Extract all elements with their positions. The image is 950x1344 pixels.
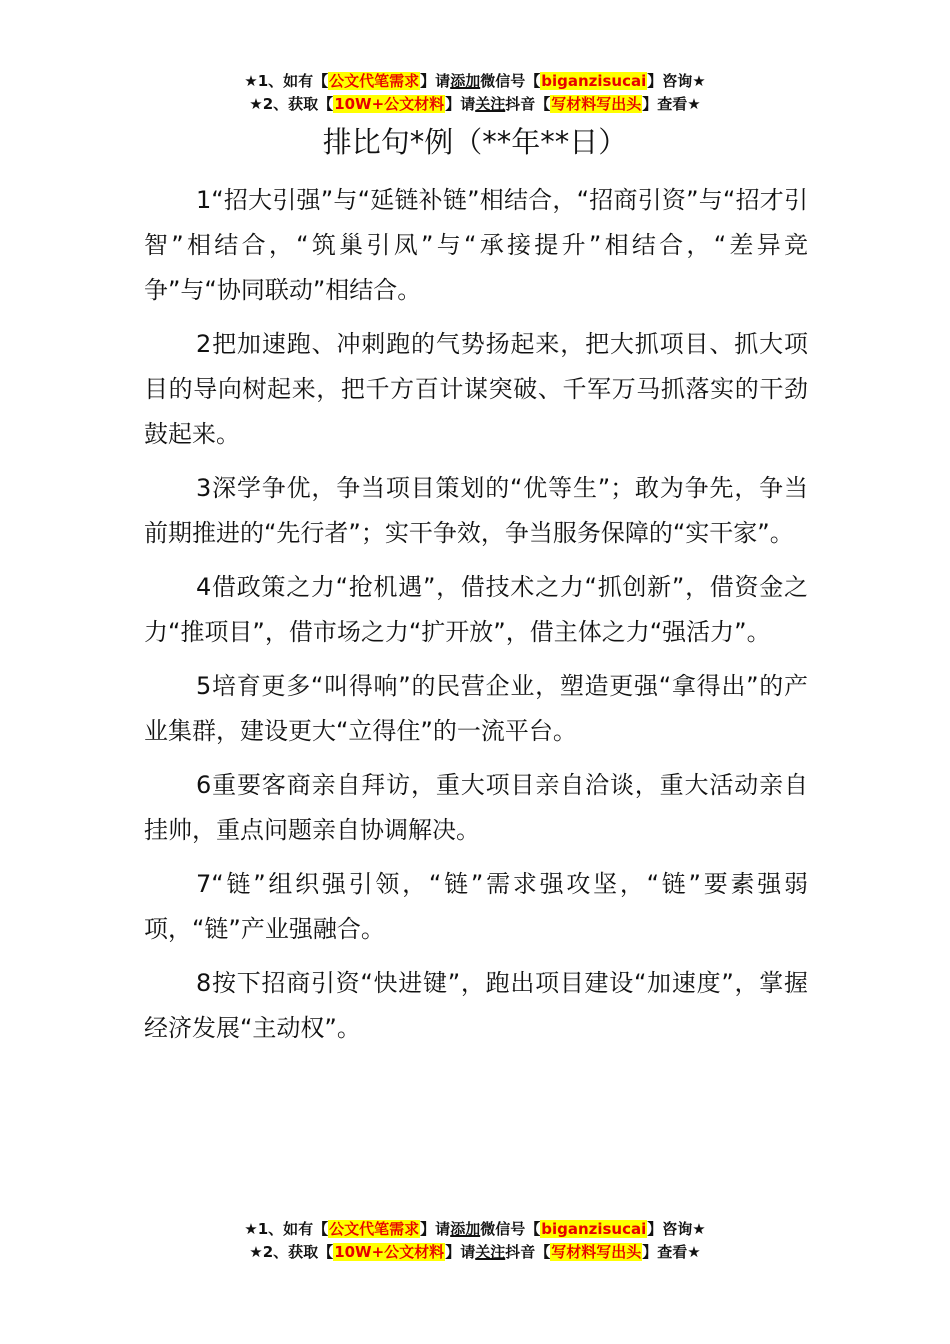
banner-text: 】查看★ — [642, 95, 701, 113]
banner-text: 】咨询★ — [647, 1220, 706, 1238]
underline-follow: 关注 — [475, 1243, 506, 1261]
banner-text: ★1、如有【 — [244, 72, 329, 90]
banner-line-1 — [0, 1218, 950, 1241]
banner-text: 抖音【 — [505, 95, 551, 113]
banner-text: 微信号【 — [480, 1220, 541, 1238]
footer-banner — [0, 1218, 950, 1264]
paragraph: 3深学争优，争当项目策划的“优等生”；敢为争先，争当前期推进的“先行者”；实干争效，争当服务保障的“实干家”。 — [144, 474, 808, 547]
paragraph: 5培育更多“叫得响”的民营企业，塑造更强“拿得出”的产业集群，建设更大“立得住”的一流平台。 — [144, 672, 808, 745]
paragraph: 4借政策之力“抢机遇”，借技术之力“抓创新”，借资金之力“推项目”，借市场之力“扩开放”，借主体之力“强活力”。 — [144, 573, 808, 646]
banner-line-2 — [0, 1241, 950, 1264]
highlight-materials: 10W+公文材料 — [334, 95, 445, 113]
highlight-materials: 10W+公文材料 — [334, 1243, 445, 1261]
banner-text: 】咨询★ — [647, 72, 706, 90]
banner-text: 微信号【 — [480, 72, 541, 90]
underline-follow: 关注 — [475, 95, 506, 113]
banner-text: ★2、获取【 — [249, 95, 334, 113]
banner-text: 】请 — [445, 1243, 476, 1261]
banner-text: 抖音【 — [505, 1243, 551, 1261]
paragraph: 6重要客商亲自拜访，重大项目亲自洽谈，重大活动亲自挂帅，重点问题亲自协调解决。 — [144, 771, 808, 844]
paragraph: 1“招大引强”与“延链补链”相结合，“招商引资”与“招才引智”相结合，“筑巢引凤”与“承接提升”相结合，“差异竞争”与“协同联动”相结合。 — [144, 186, 808, 304]
paragraph: 2把加速跑、冲刺跑的气势扬起来，把大抓项目、抓大项目的导向树起来，把千方百计谋突破、千军万马抓落实的干劲鼓起来。 — [144, 330, 808, 448]
highlight-wechat-id: biganzisucai — [541, 72, 647, 90]
document-body — [144, 178, 808, 1060]
banner-text: 】请 — [420, 72, 451, 90]
highlight-douyin-account: 写材料写出头 — [551, 1243, 642, 1261]
banner-line-2 — [0, 93, 950, 116]
underline-add: 添加 — [450, 72, 481, 90]
banner-text: ★2、获取【 — [249, 1243, 334, 1261]
banner-text: 】请 — [420, 1220, 451, 1238]
banner-line-1 — [0, 70, 950, 93]
header-banner — [0, 70, 950, 116]
banner-text: 】请 — [445, 95, 476, 113]
banner-text: 】查看★ — [642, 1243, 701, 1261]
highlight-douyin-account: 写材料写出头 — [551, 95, 642, 113]
paragraph: 8按下招商引资“快进键”，跑出项目建设“加速度”，掌握经济发展“主动权”。 — [144, 969, 808, 1042]
page-title: 排比句*例（**年**日） — [322, 125, 628, 159]
highlight-ghostwriting: 公文代笔需求 — [329, 1220, 420, 1238]
underline-add: 添加 — [450, 1220, 481, 1238]
banner-text: ★1、如有【 — [244, 1220, 329, 1238]
paragraph: 7“链”组织强引领，“链”需求强攻坚，“链”要素强弱项，“链”产业强融合。 — [144, 870, 808, 943]
highlight-ghostwriting: 公文代笔需求 — [329, 72, 420, 90]
highlight-wechat-id: biganzisucai — [541, 1220, 647, 1238]
